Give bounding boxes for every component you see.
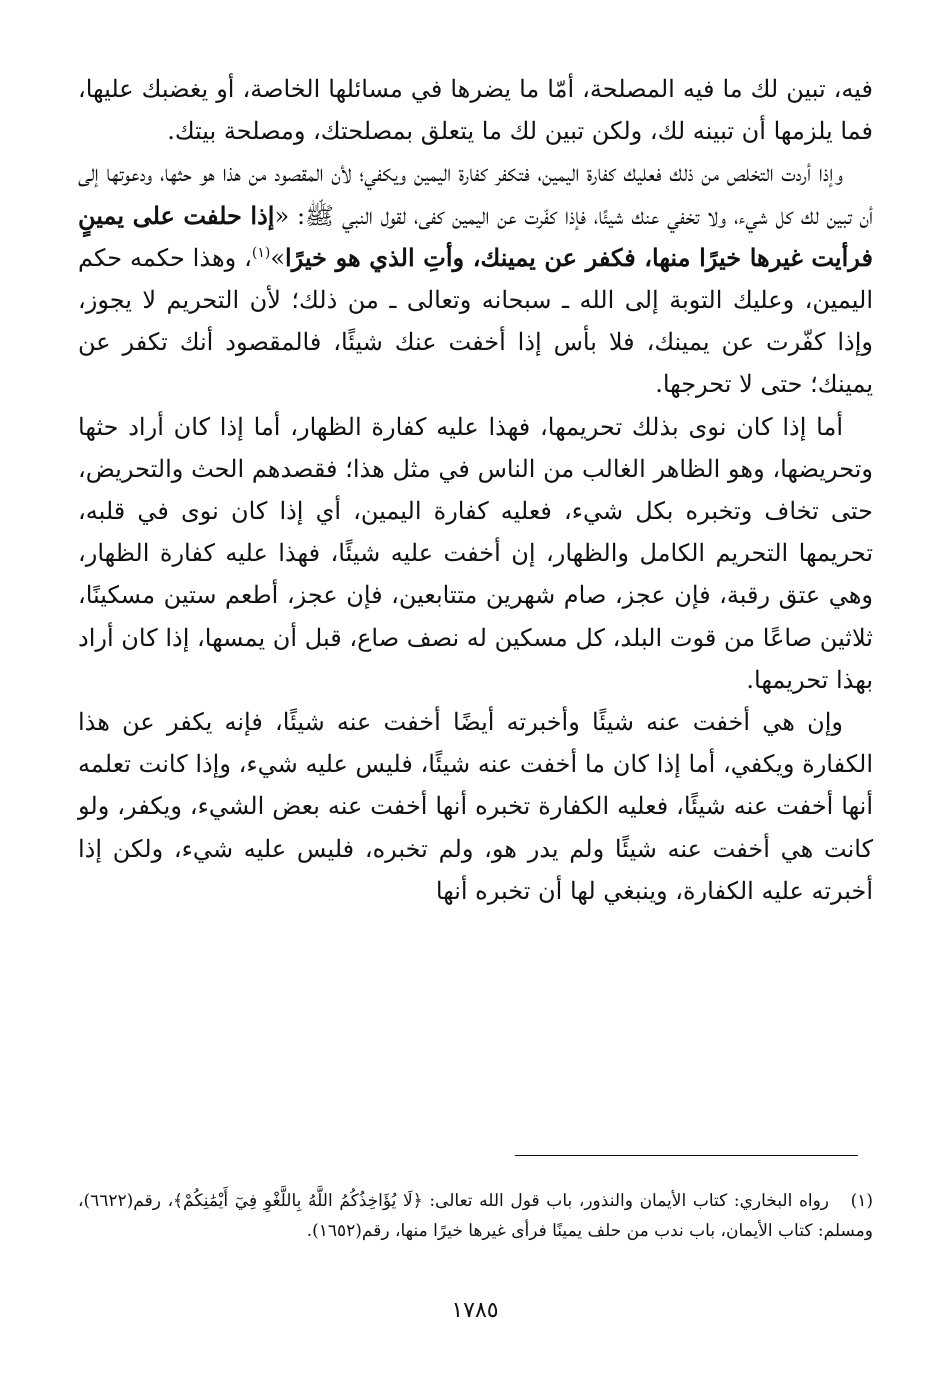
paragraph-3: أما إذا كان نوى بذلك تحريمها، فهذا عليه كفارة الظهار، أما إذا كان أراد حثها وتحريضها، وهو الظاهر الغالب من الناس في مثل هذا؛ فقصدهم الحث والتحريض، حتى تخاف وتخبره بكل شيء، فعليه كفارة اليمين، أي إذا كان نوى في قلبه، تحريمها التحريم الكامل والظهار، إن أخفت عليه شيئًا، فهذا عليه كفارة الظهار، وهي عتق رقبة، فإن عجز، صام شهرين متتابعين، فإن عجز، أطعم ستين مسكينًا، ثلاثين صاعًا من قوت البلد، كل مسكين له نصف صاع، قبل أن يمسها، إذا كان أراد بهذا تحريمها.	[78, 412, 873, 694]
main-text	[78, 68, 873, 912]
hadith-quote: إذا حلفت على يمينٍ فرأيت غيرها خيرًا منها، فكفر عن يمينك، وأتِ الذي هو خيرًا	[78, 200, 873, 272]
footnote	[78, 1186, 873, 1246]
quote-close: »	[270, 243, 285, 272]
paragraph-2	[78, 152, 873, 405]
paragraph-2-rest: ، وهذا حكمه حكم اليمين، وعليك التوبة إلى الله ـ سبحانه وتعالى ـ من ذلك؛ لأن التحريم لا يجوز، وإذا كفّرت عن يمينك، فلا بأس إذا أخفت عنك شيئًا، فالمقصود أنك تكفر عن يمينك؛ حتى لا تحرجها.	[78, 243, 873, 399]
footnote-reference: (١)	[251, 244, 271, 261]
paragraph-2-intro: وإذا أردت التخلص من ذلك فعليك كفارة اليمين، فتكفر كفارة اليمين ويكفي؛ لأن المقصود من هذا هو حثها، ودعوتها إلى أن تبين لك كل شيء، ولا تخفي عنك شيئًا، فإذا كفّرت عن اليمين كفى، لقول النبي ﷺ: «	[78, 159, 873, 230]
paragraph-4: وإن هي أخفت عنه شيئًا وأخبرته أيضًا أخفت عنه شيئًا، فإنه يكفر عن هذا الكفارة ويكفي، أما إذا كان ما أخفت عنه شيئًا، فليس عليه شيء، وإذا كانت تعلمه أنها أخفت عنه شيئًا، فعليه الكفارة تخبره أنها أخفت عنه بعض الشيء، ويكفر، ولو كانت هي أخفت عنه شيئًا ولم يدر هو، ولم تخبره، فليس عليه شيء، ولكن إذا أخبرته عليه الكفارة، وينبغي لها أن تخبره أنها	[78, 708, 874, 905]
paragraph-1: فيه، تبين لك ما فيه المصلحة، أمّا ما يضرها في مسائلها الخاصة، أو يغضبك عليها، فما يلزمها أن تبينه لك، ولكن تبين لك ما يتعلق بمصلحتك، ومصلحة بيتك.	[78, 75, 873, 146]
footnote-separator	[515, 1155, 858, 1156]
page-number: ١٧٨٥	[451, 1298, 499, 1323]
footnote-text: رواه البخاري: كتاب الأيمان والنذور، باب قول الله تعالى: ﴿لَا يُؤَاخِذُكُمُ اللَّهُ بِاللَّغْوِ فِيٓ أَيْمَٰنِكُمْ﴾، رقم(٦٦٢٢)، ومسلم: كتاب الأيمان، باب ندب من حلف يمينًا فرأى غيرها خيرًا منها، رقم(١٦٥٢).	[78, 1191, 873, 1241]
footnote-number: (١)	[850, 1191, 873, 1211]
